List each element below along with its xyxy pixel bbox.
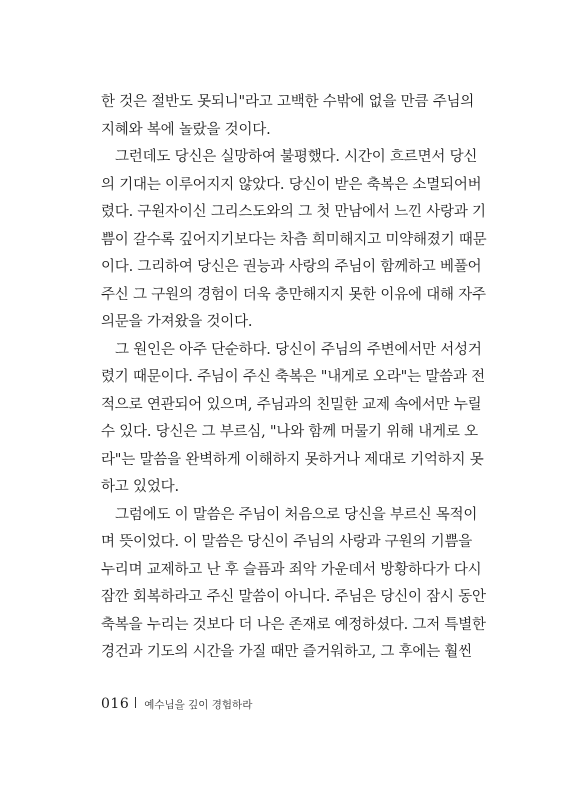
footer-divider: [135, 697, 136, 708]
text-line: 며 뜻이었다. 이 말씀은 당신이 주님의 사랑과 구원의 기쁨을: [101, 534, 473, 550]
body-text: [101, 89, 487, 667]
page-footer: [101, 694, 252, 714]
page-number: 016: [101, 696, 130, 712]
text-line: 지혜와 복에 놀랐을 것이다.: [101, 121, 271, 138]
text-line: 주신 그 구원의 경험이 더욱 충만해지지 못한 이유에 대해 자주: [101, 286, 486, 303]
text-line: 라"는 말씀을 완벽하게 이해하지 못하거나 제대로 기억하지 못: [101, 451, 484, 468]
text-line: 한 것은 절반도 못되니"라고 고백한 수밖에 없을 만큼 주님의: [101, 94, 475, 110]
text-line: 의문을 가져왔을 것이다.: [101, 314, 253, 330]
running-title: 예수님을 깊이 경험하라: [144, 698, 253, 711]
text-line: 렸기 때문이다. 주님이 주신 축복은 "내게로 오라"는 말씀과 전: [101, 369, 485, 385]
text-line: 렸다. 구원자이신 그리스도와의 그 첫 만남에서 느낀 사랑과 기: [101, 204, 486, 220]
text-line: 의 기대는 이루어지지 않았다. 당신이 받은 축복은 소멸되어버: [101, 176, 482, 193]
text-line: 축복을 누리는 것보다 더 나은 존재로 예정하셨다. 그저 특별한: [101, 616, 486, 633]
text-line: 그 원인은 아주 단순하다. 당신이 주님의 주변에서만 서성거: [115, 341, 482, 358]
text-line: 쁨이 갈수록 깊어지기보다는 차츰 희미해지고 미약해졌기 때문: [101, 231, 487, 248]
text-line: 적으로 연관되어 있으며, 주님과의 친밀한 교제 속에서만 누릴: [101, 396, 482, 413]
text-line: 하고 있었다.: [101, 479, 179, 495]
text-line: 그런데도 당신은 실망하여 불평했다. 시간이 흐르면서 당신: [115, 149, 478, 165]
text-line: 그럼에도 이 말씀은 주님이 처음으로 당신을 부르신 목적이: [115, 506, 478, 523]
text-line: 수 있다. 당신은 그 부르심, "나와 함께 머물기 위해 내게로 오: [101, 424, 478, 440]
text-line: 이다. 그리하여 당신은 권능과 사랑의 주님이 함께하고 베풀어: [101, 259, 482, 275]
text-line: 누리며 교제하고 난 후 슬픔과 죄악 가운데서 방황하다가 다시: [101, 561, 482, 578]
text-line: 잠깐 회복하라고 주신 말씀이 아니다. 주님은 당신이 잠시 동안: [101, 589, 486, 605]
text-line: 경건과 기도의 시간을 가질 때만 즐거워하고, 그 후에는 훨씬: [101, 644, 473, 660]
